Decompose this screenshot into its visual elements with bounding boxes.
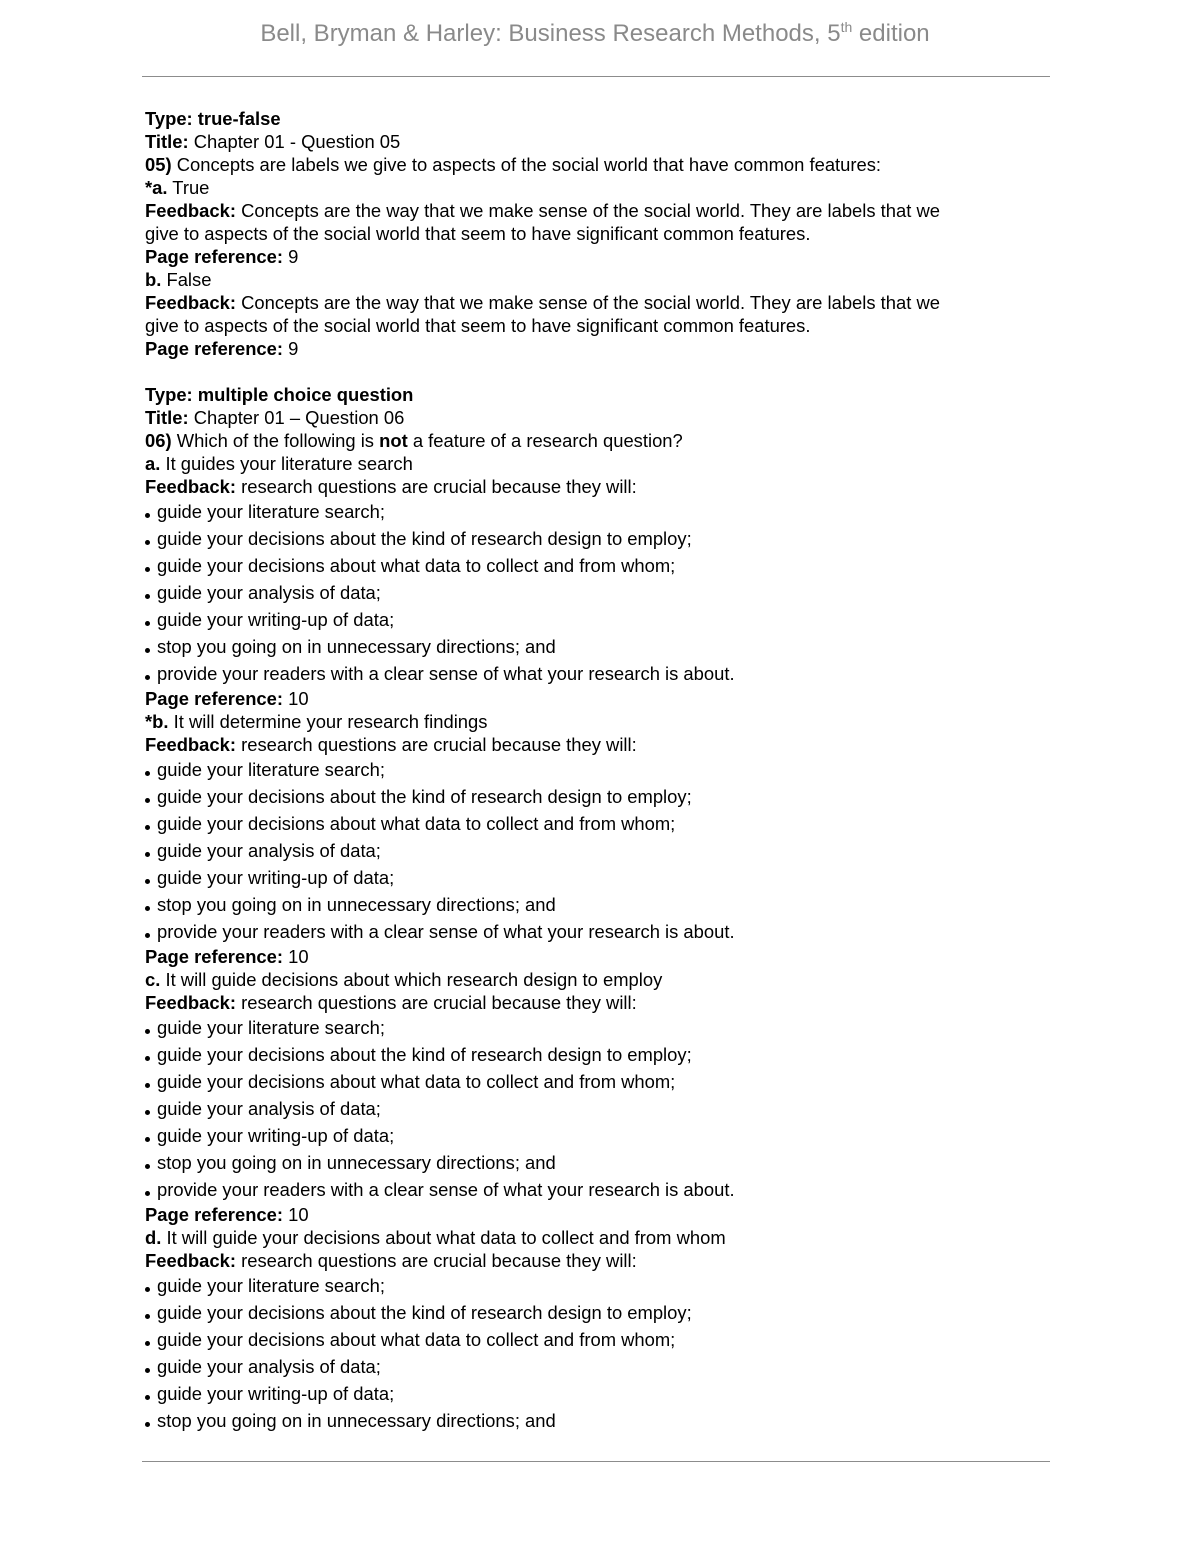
document-body <box>145 107 1025 1434</box>
list-item: guide your analysis of data; <box>145 1353 1025 1380</box>
list-item: provide your readers with a clear sense of what your research is about. <box>145 660 1025 687</box>
bullet-icon <box>145 594 150 599</box>
q05-option-b-feedback: Feedback: Concepts are the way that we make sense of the social world. They are labels that we <box>145 292 940 313</box>
q05-option-a-feedback: Feedback: Concepts are the way that we make sense of the social world. They are labels that we <box>145 200 940 221</box>
header-title-prefix: Bell, Bryman & Harley: Business Research Methods, 5 <box>260 20 841 47</box>
list-item: provide your readers with a clear sense of what your research is about. <box>145 1176 1025 1203</box>
q06-option-a-pageref: Page reference: 10 <box>145 688 309 709</box>
list-item: guide your decisions about the kind of research design to employ; <box>145 783 1025 810</box>
list-item: guide your literature search; <box>145 498 1025 525</box>
bullet-icon <box>145 1368 150 1373</box>
header-divider <box>142 76 1050 77</box>
list-item: guide your writing-up of data; <box>145 864 1025 891</box>
bullet-icon <box>145 771 150 776</box>
header-title-suffix: edition <box>852 20 930 47</box>
bullet-icon <box>145 1056 150 1061</box>
q06-option-d: d. It will guide your decisions about what data to collect and from whom <box>145 1227 726 1248</box>
q05-type: Type: true-false <box>145 108 281 129</box>
list-item: guide your literature search; <box>145 1272 1025 1299</box>
bullet-icon <box>145 933 150 938</box>
q06-option-c-pageref: Page reference: 10 <box>145 1204 309 1225</box>
list-item: guide your literature search; <box>145 1014 1025 1041</box>
q06-option-d-feedback: Feedback: research questions are crucial because they will: <box>145 1250 637 1271</box>
list-item: stop you going on in unnecessary directions; and <box>145 633 1025 660</box>
list-item: guide your writing-up of data; <box>145 1122 1025 1149</box>
list-item: guide your decisions about what data to collect and from whom; <box>145 552 1025 579</box>
q05-option-a-pageref: Page reference: 9 <box>145 246 299 267</box>
q06-option-b-pageref: Page reference: 10 <box>145 946 309 967</box>
list-item: stop you going on in unnecessary directions; and <box>145 1407 1025 1434</box>
q06-option-a: a. It guides your literature search <box>145 453 413 474</box>
bullet-icon <box>145 1422 150 1427</box>
list-item: guide your literature search; <box>145 756 1025 783</box>
bullet-icon <box>145 906 150 911</box>
q05-option-b: b. False <box>145 269 212 290</box>
page-header <box>0 18 1190 50</box>
q06-question: 06) Which of the following is not a feature of a research question? <box>145 430 683 451</box>
list-item: guide your decisions about what data to collect and from whom; <box>145 1068 1025 1095</box>
q05-option-b-pageref: Page reference: 9 <box>145 338 299 359</box>
list-item: stop you going on in unnecessary directions; and <box>145 891 1025 918</box>
q05-option-a: *a. True <box>145 177 210 198</box>
list-item: guide your decisions about the kind of research design to employ; <box>145 1299 1025 1326</box>
bullet-icon <box>145 798 150 803</box>
question-spacer <box>145 360 1025 383</box>
q06-type: Type: multiple choice question <box>145 384 414 405</box>
q05-option-b-feedback-cont: give to aspects of the social world that seem to have significant common features. <box>145 315 811 336</box>
list-item: guide your decisions about what data to collect and from whom; <box>145 1326 1025 1353</box>
list-item: guide your analysis of data; <box>145 579 1025 606</box>
q05-title: Title: Chapter 01 - Question 05 <box>145 131 401 152</box>
bullet-icon <box>145 648 150 653</box>
bullet-icon <box>145 567 150 572</box>
bullet-icon <box>145 540 150 545</box>
bullet-icon <box>145 1341 150 1346</box>
bullet-icon <box>145 621 150 626</box>
q05-option-a-feedback-cont: give to aspects of the social world that seem to have significant common features. <box>145 223 811 244</box>
list-item: guide your decisions about what data to collect and from whom; <box>145 810 1025 837</box>
list-item: guide your analysis of data; <box>145 1095 1025 1122</box>
bullet-icon <box>145 879 150 884</box>
header-title-superscript: th <box>840 19 853 35</box>
bullet-icon <box>145 675 150 680</box>
bullet-icon <box>145 1314 150 1319</box>
q06-title: Title: Chapter 01 – Question 06 <box>145 407 405 428</box>
list-item: provide your readers with a clear sense of what your research is about. <box>145 918 1025 945</box>
footer-divider <box>142 1461 1050 1462</box>
bullet-icon <box>145 1191 150 1196</box>
q06-option-b-feedback: Feedback: research questions are crucial because they will: <box>145 734 637 755</box>
bullet-icon <box>145 852 150 857</box>
bullet-icon <box>145 825 150 830</box>
q06-option-b: *b. It will determine your research findings <box>145 711 488 732</box>
q06-option-c: c. It will guide decisions about which research design to employ <box>145 969 663 990</box>
bullet-icon <box>145 513 150 518</box>
list-item: guide your decisions about the kind of research design to employ; <box>145 1041 1025 1068</box>
list-item: stop you going on in unnecessary directions; and <box>145 1149 1025 1176</box>
q05-question: 05) Concepts are labels we give to aspects of the social world that have common features: <box>145 154 882 175</box>
q06-option-a-feedback: Feedback: research questions are crucial because they will: <box>145 476 637 497</box>
bullet-icon <box>145 1395 150 1400</box>
bullet-icon <box>145 1137 150 1142</box>
bullet-icon <box>145 1110 150 1115</box>
bullet-icon <box>145 1029 150 1034</box>
q06-option-c-feedback: Feedback: research questions are crucial because they will: <box>145 992 637 1013</box>
list-item: guide your analysis of data; <box>145 837 1025 864</box>
list-item: guide your writing-up of data; <box>145 1380 1025 1407</box>
bullet-icon <box>145 1164 150 1169</box>
bullet-icon <box>145 1287 150 1292</box>
list-item: guide your decisions about the kind of research design to employ; <box>145 525 1025 552</box>
bullet-icon <box>145 1083 150 1088</box>
list-item: guide your writing-up of data; <box>145 606 1025 633</box>
